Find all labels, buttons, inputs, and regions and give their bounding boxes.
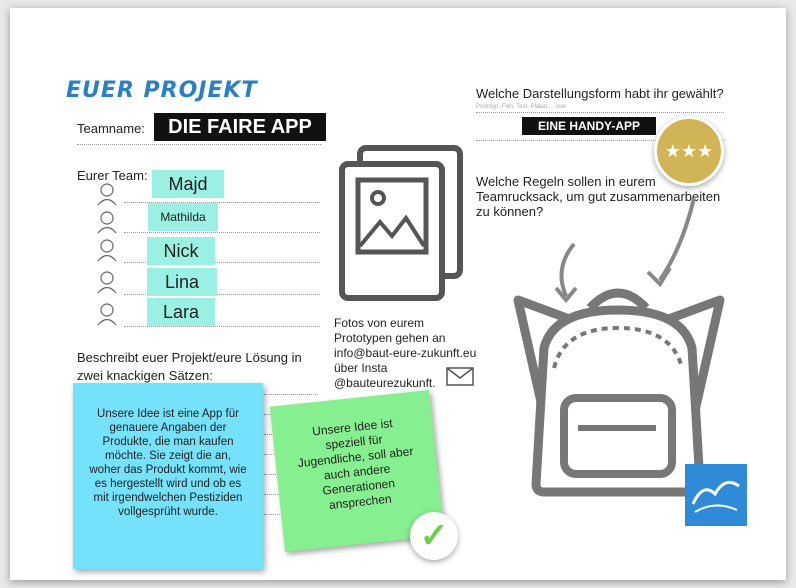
star-medal-icon: ★★★ — [654, 116, 724, 186]
page-title: EUER PROJEKT — [66, 78, 258, 103]
photo-info-email[interactable]: info@baut-eure-zukunft.eu — [334, 346, 477, 360]
sticky-note-text: Unsere Idee ist speziell für Jugendliche, soll aber auch andere Generationen ansprechen — [297, 416, 414, 513]
rules-question: Welche Regeln sollen in eurem Teamrucksack, um gut zusammenarbeiten zu können? — [476, 174, 721, 219]
photo-info-line: Prototypen gehen an — [334, 331, 446, 345]
form-question: Welche Darstellungsform habt ihr gewählt? — [476, 86, 724, 101]
person-icon — [96, 210, 118, 234]
team-name-value[interactable]: DIE FAIRE APP — [154, 113, 326, 141]
person-icon — [96, 238, 118, 262]
team-name-label: Teamname: — [77, 121, 145, 136]
team-member-sticky[interactable]: Lara — [147, 298, 215, 326]
photo-info-insta[interactable]: @bauteurezukunft. — [334, 376, 436, 390]
photo-info-line: über Insta — [334, 361, 388, 375]
checkmark-icon: ✓ — [410, 512, 458, 560]
dotted-line — [264, 394, 318, 395]
dotted-line — [77, 144, 321, 145]
logo — [685, 464, 747, 526]
sticky-note-text: Unsere Idee ist eine App für genauere Angaben der Produkte, die man kaufen möchte. Sie zeigt die an, woher das Produkt kommt, wie es hergestellt wird und ob es mit irgendwelchen Pestiziden vollgesprüht wurde. — [89, 408, 247, 518]
logo-graffiti-icon — [685, 464, 747, 526]
backpack-icon — [494, 188, 754, 508]
team-member-sticky[interactable]: Lina — [147, 268, 217, 296]
describe-prompt: Beschreibt euer Projekt/eure Lösung in zwei knackigen Sätzen: — [77, 350, 302, 383]
team-label: Eurer Team: — [77, 168, 148, 183]
team-member-sticky[interactable]: Majd — [152, 170, 224, 198]
person-icon — [96, 270, 118, 294]
person-icon — [96, 182, 118, 206]
dotted-line — [124, 232, 320, 233]
person-icon — [96, 302, 118, 326]
sticky-note-blue[interactable] — [73, 383, 263, 569]
dotted-line — [124, 326, 320, 327]
mail-icon — [446, 364, 474, 386]
form-hint: Prototyp, Film, Text, Plakat ... usw — [476, 104, 567, 110]
photo-info-line: Fotos von eurem — [334, 316, 425, 330]
team-member-sticky[interactable]: Nick — [147, 237, 215, 265]
photo-icon — [336, 142, 466, 304]
form-answer[interactable]: EINE HANDY-APP — [522, 117, 656, 135]
team-member-sticky[interactable]: Mathilda — [148, 203, 218, 231]
dotted-line — [476, 112, 724, 113]
